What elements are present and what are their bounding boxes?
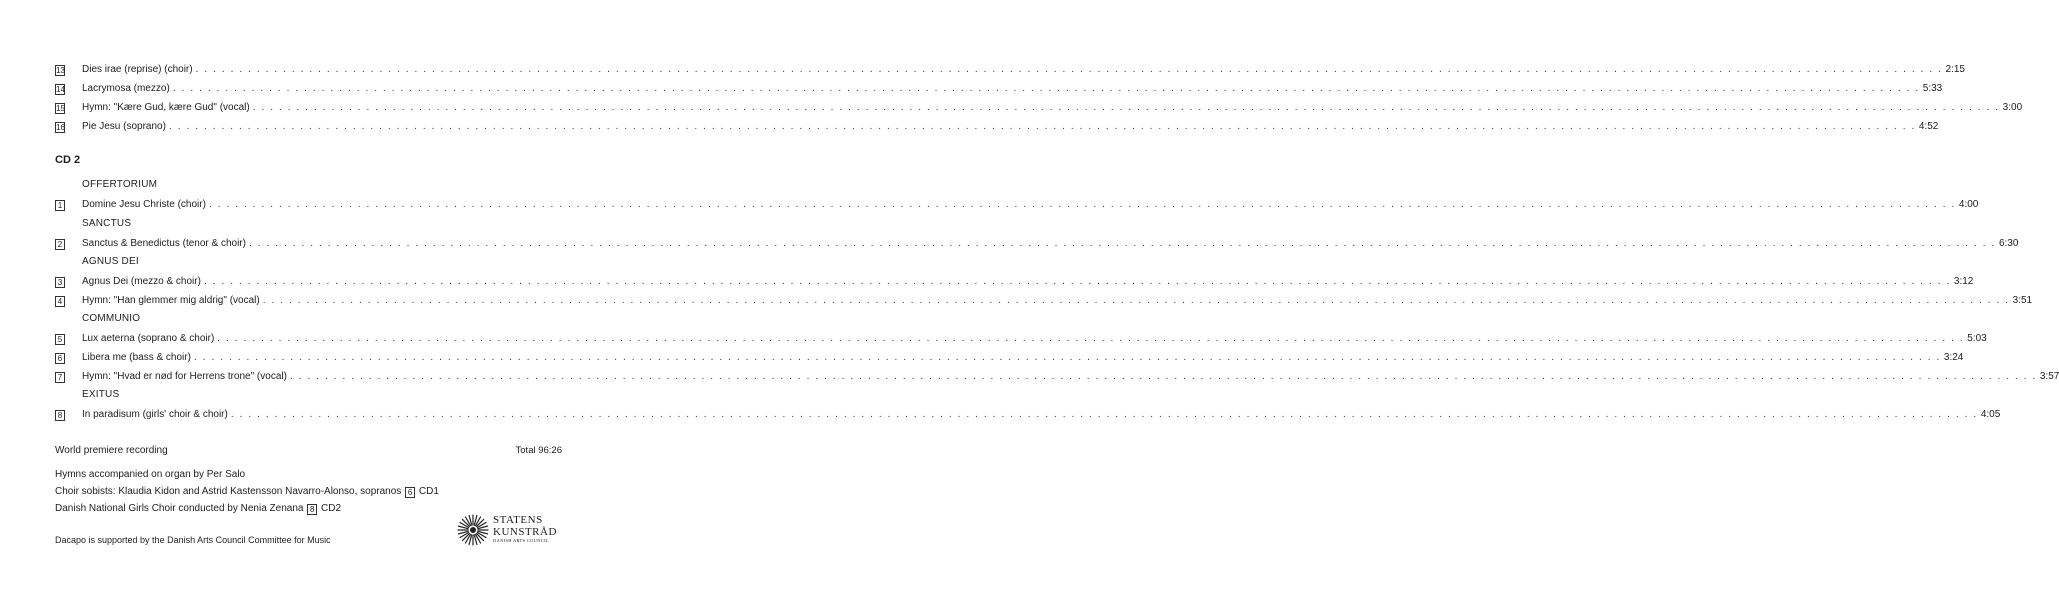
track-duration: 3:12: [1953, 276, 1974, 287]
track-title: Domine Jesu Christe (choir): [82, 199, 206, 210]
track-title: Dies irae (reprise) (choir): [82, 64, 193, 75]
girls-choir-track-box: 8: [307, 504, 317, 515]
track-duration: 5:33: [1922, 83, 1943, 94]
dot-leader: . . . . . . . . . . . . . . . . . . . . . . . . . . . . . . . . . . . . . . . . . . . . . . . . . . . . . . . . . . . . . . . . . . . . . . . . . . . . . . . . . . . . . . . . . . . . . . . . . . . . . . . . . . . . . . . . . . . . . . . . . . . . . . . . . . . . . . . . . . . . . . . . . . . . . . . . . . . . . . . . . . . . . . . . . . . . . . . . . . . . . . . . . . . . . . . . . . . . . . . .: [230, 409, 1978, 420]
track-row: [55, 369, 2059, 383]
track-title: Hymn: "Kære Gud, kære Gud" (vocal): [82, 102, 250, 113]
track-duration: 2:15: [1945, 64, 1965, 75]
track-title: Lux aeterna (soprano & choir): [82, 333, 215, 344]
track-number-box: 6: [55, 353, 65, 364]
premiere-note: World premiere recording: [55, 445, 168, 456]
girls-choir-cd: CD2: [321, 503, 342, 514]
track-number-box: 14: [56, 85, 65, 94]
soloists-note: [55, 486, 439, 498]
soloists-cd: CD1: [418, 486, 439, 497]
track-title: Sanctus & Benedictus (tenor & choir): [82, 238, 246, 249]
track-duration: 3:00: [2002, 102, 2023, 113]
hymns-note: Hymns accompanied on organ by Per Salo: [55, 469, 246, 480]
soloists-text: Choir sobists: Klaudia Kidon and Astrid Kastensson Navarro-Alonso, sopranos: [55, 486, 402, 497]
track-title: In paradisum (girls' choir & choir): [82, 409, 228, 420]
dot-leader: . . . . . . . . . . . . . . . . . . . . . . . . . . . . . . . . . . . . . . . . . . . . . . . . . . . . . . . . . . . . . . . . . . . . . . . . . . . . . . . . . . . . . . . . . . . . . . . . . . . . . . . . . . . . . . . . . . . . . . . . . . . . . . . . . . . . . . . . . . . . . . . . . . . . . . . . . . . . . . . . . . . . . . . . . . . . . . . . . . . . . . . . . . . . . . . . . . . . . . . .: [289, 371, 2037, 382]
track-title: Agnus Dei (mezzo & choir): [82, 276, 201, 287]
track-number-box: 8: [55, 410, 65, 421]
track-row: [55, 197, 1979, 211]
dot-leader: . . . . . . . . . . . . . . . . . . . . . . . . . . . . . . . . . . . . . . . . . . . . . . . . . . . . . . . . . . . . . . . . . . . . . . . . . . . . . . . . . . . . . . . . . . . . . . . . . . . . . . . . . . . . . . . . . . . . . . . . . . . . . . . . . . . . . . . . . . . . . . . . . . . . . . . . . . . . . . . . . . . . . . . . . . . . . . . . . . . . . . . . . . . . . . . . . . . . . . . .: [252, 102, 2000, 113]
track-number-box: 4: [55, 296, 65, 307]
track-row: [55, 350, 1964, 364]
dot-leader: . . . . . . . . . . . . . . . . . . . . . . . . . . . . . . . . . . . . . . . . . . . . . . . . . . . . . . . . . . . . . . . . . . . . . . . . . . . . . . . . . . . . . . . . . . . . . . . . . . . . . . . . . . . . . . . . . . . . . . . . . . . . . . . . . . . . . . . . . . . . . . . . . . . . . . . . . . . . . . . . . . . . . . . . . . . . . . . . . . . . . . . . . . . . . . . . . . . . . . . .: [262, 295, 2010, 306]
track-duration: 4:05: [1980, 409, 2001, 420]
logo-line-3: DANISH ARTS COUNCIL: [493, 538, 549, 543]
dot-leader: . . . . . . . . . . . . . . . . . . . . . . . . . . . . . . . . . . . . . . . . . . . . . . . . . . . . . . . . . . . . . . . . . . . . . . . . . . . . . . . . . . . . . . . . . . . . . . . . . . . . . . . . . . . . . . . . . . . . . . . . . . . . . . . . . . . . . . . . . . . . . . . . . . . . . . . . . . . . . . . . . . . . . . . . . . . . . . . . . . . . . . . . . . . . . . . . . . . . . . . .: [208, 199, 1956, 210]
logo-line-2: KUNSTRÅD: [493, 526, 557, 538]
track-title: Lacrymosa (mezzo): [82, 83, 170, 94]
track-number-box: 7: [55, 372, 65, 383]
track-row: [55, 100, 2023, 114]
sunburst-icon: [457, 514, 489, 546]
section-heading: EXITUS: [82, 389, 120, 400]
dot-leader: . . . . . . . . . . . . . . . . . . . . . . . . . . . . . . . . . . . . . . . . . . . . . . . . . . . . . . . . . . . . . . . . . . . . . . . . . . . . . . . . . . . . . . . . . . . . . . . . . . . . . . . . . . . . . . . . . . . . . . . . . . . . . . . . . . . . . . . . . . . . . . . . . . . . . . . . . . . . . . . . . . . . . . . . . . . . . . . . . . . . . . . . . . . . . . . . . . . . . . . .: [172, 83, 1920, 94]
track-duration: 6:30: [1998, 238, 2019, 249]
track-title: Hymn: "Han glemmer mig aldrig" (vocal): [82, 295, 260, 306]
track-number-box: 3: [55, 277, 65, 288]
dot-leader: . . . . . . . . . . . . . . . . . . . . . . . . . . . . . . . . . . . . . . . . . . . . . . . . . . . . . . . . . . . . . . . . . . . . . . . . . . . . . . . . . . . . . . . . . . . . . . . . . . . . . . . . . . . . . . . . . . . . . . . . . . . . . . . . . . . . . . . . . . . . . . . . . . . . . . . . . . . . . . . . . . . . . . . . . . . . . . . . . . . . . . . . . . . . . . . . . . . . . . . .: [168, 121, 1916, 132]
section-heading: SANCTUS: [82, 218, 132, 229]
track-row: [55, 119, 1939, 133]
track-number-box: 15: [56, 104, 65, 113]
section-heading: AGNUS DEI: [82, 256, 139, 267]
total-duration: Total 96:26: [515, 445, 562, 456]
girls-choir-note: [55, 503, 341, 515]
track-title: Pie Jesu (soprano): [82, 121, 166, 132]
cd2-title: CD 2: [55, 154, 81, 166]
track-duration: 3:51: [2012, 295, 2033, 306]
track-number-box: 1: [55, 200, 65, 211]
section-heading: OFFERTORIUM: [82, 179, 158, 190]
section-heading: COMMUNIO: [82, 313, 141, 324]
support-note: Dacapo is supported by the Danish Arts Council Committee for Music: [55, 535, 331, 545]
track-number-box: 16: [56, 123, 65, 132]
track-duration: 4:52: [1918, 121, 1939, 132]
dot-leader: . . . . . . . . . . . . . . . . . . . . . . . . . . . . . . . . . . . . . . . . . . . . . . . . . . . . . . . . . . . . . . . . . . . . . . . . . . . . . . . . . . . . . . . . . . . . . . . . . . . . . . . . . . . . . . . . . . . . . . . . . . . . . . . . . . . . . . . . . . . . . . . . . . . . . . . . . . . . . . . . . . . . . . . . . . . . . . . . . . . . . . . . . . . . . . . . . . . . . . . .: [203, 276, 1951, 287]
track-row: [55, 407, 2001, 421]
girls-choir-text: Danish National Girls Choir conducted by Nenia Zenana: [55, 503, 304, 514]
track-row: [55, 331, 1987, 345]
track-duration: 3:24: [1943, 352, 1964, 363]
track-row: [55, 236, 2019, 250]
track-title: Hymn: "Hvad er nød for Herrens trone" (vocal): [82, 371, 287, 382]
track-duration: 4:00: [1958, 199, 1979, 210]
dot-leader: . . . . . . . . . . . . . . . . . . . . . . . . . . . . . . . . . . . . . . . . . . . . . . . . . . . . . . . . . . . . . . . . . . . . . . . . . . . . . . . . . . . . . . . . . . . . . . . . . . . . . . . . . . . . . . . . . . . . . . . . . . . . . . . . . . . . . . . . . . . . . . . . . . . . . . . . . . . . . . . . . . . . . . . . . . . . . . . . . . . . . . . . . . . . . . . . . . . . . . . .: [248, 238, 1996, 249]
soloists-track-box: 6: [405, 487, 415, 498]
track-row: [55, 274, 1974, 288]
statens-kunstraad-logo: [457, 514, 567, 546]
track-row: [55, 62, 1965, 76]
track-number-box: 13: [56, 66, 65, 75]
dot-leader: . . . . . . . . . . . . . . . . . . . . . . . . . . . . . . . . . . . . . . . . . . . . . . . . . . . . . . . . . . . . . . . . . . . . . . . . . . . . . . . . . . . . . . . . . . . . . . . . . . . . . . . . . . . . . . . . . . . . . . . . . . . . . . . . . . . . . . . . . . . . . . . . . . . . . . . . . . . . . . . . . . . . . . . . . . . . . . . . . . . . . . . . . . . . . . . . . . . . . . . .: [193, 352, 1941, 363]
logo-line-1: STATENS: [493, 514, 543, 526]
dot-leader: . . . . . . . . . . . . . . . . . . . . . . . . . . . . . . . . . . . . . . . . . . . . . . . . . . . . . . . . . . . . . . . . . . . . . . . . . . . . . . . . . . . . . . . . . . . . . . . . . . . . . . . . . . . . . . . . . . . . . . . . . . . . . . . . . . . . . . . . . . . . . . . . . . . . . . . . . . . . . . . . . . . . . . . . . . . . . . . . . . . . . . . . . . . . . . . . . . . . . . . .: [195, 64, 1943, 75]
track-title: Libera me (bass & choir): [82, 352, 191, 363]
track-row: [55, 293, 2033, 307]
track-number-box: 2: [55, 239, 65, 250]
track-duration: 5:03: [1967, 333, 1987, 344]
track-row: [55, 81, 1943, 95]
dot-leader: . . . . . . . . . . . . . . . . . . . . . . . . . . . . . . . . . . . . . . . . . . . . . . . . . . . . . . . . . . . . . . . . . . . . . . . . . . . . . . . . . . . . . . . . . . . . . . . . . . . . . . . . . . . . . . . . . . . . . . . . . . . . . . . . . . . . . . . . . . . . . . . . . . . . . . . . . . . . . . . . . . . . . . . . . . . . . . . . . . . . . . . . . . . . . . . . . . . . . . . .: [217, 333, 1965, 344]
track-duration: 3:57: [2039, 371, 2059, 382]
track-number-box: 5: [55, 334, 65, 345]
